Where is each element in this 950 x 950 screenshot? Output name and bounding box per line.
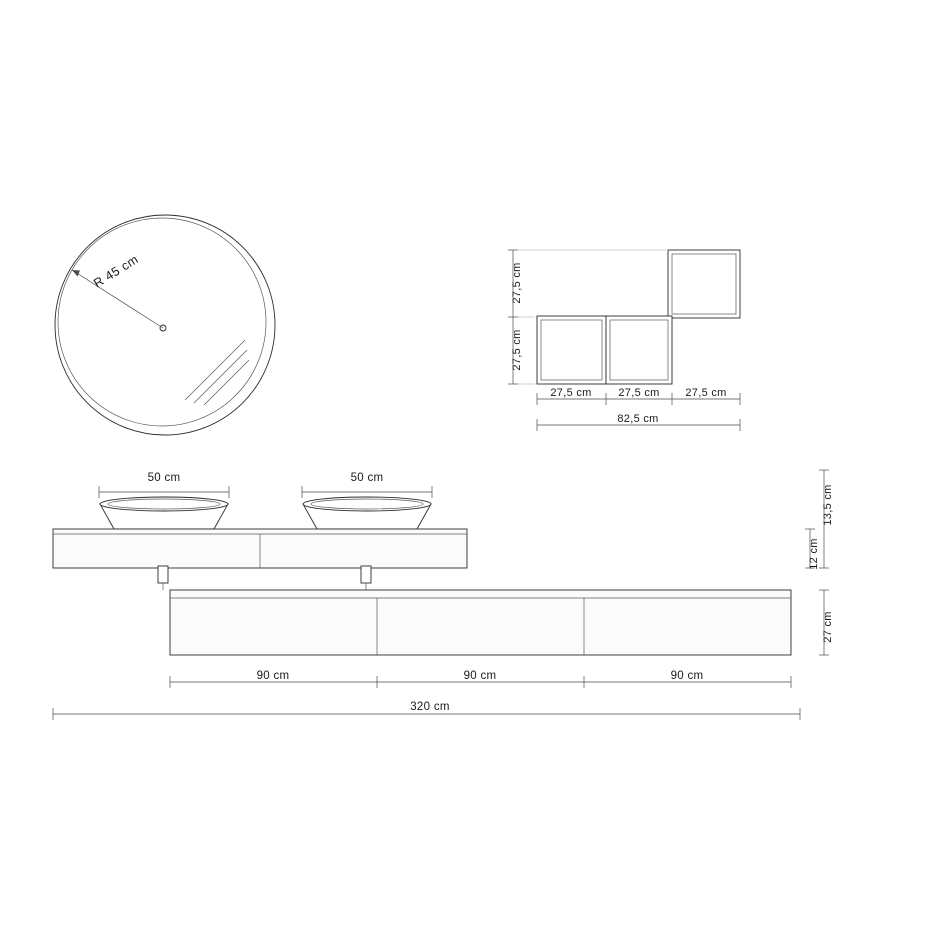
wall-units-vdim-label-top: 27,5 cm <box>511 262 523 304</box>
wall-units-hdim-label-2: 27,5 cm <box>618 387 660 399</box>
total-width-label: 320 cm <box>410 701 450 713</box>
countertop-group <box>53 529 467 590</box>
drawer-unit-group <box>170 590 791 655</box>
mirror-group <box>55 215 275 435</box>
basin-dimensions-group <box>99 472 432 498</box>
basin-right-width-label: 50 cm <box>350 472 384 484</box>
mirror-outer-circle <box>55 215 275 435</box>
wall-unit-module-3 <box>668 250 740 318</box>
wall-units-hdim-label-3: 27,5 cm <box>685 387 727 399</box>
basins-group <box>100 497 431 529</box>
drawer-unit-body <box>170 590 791 655</box>
basin-right-trap <box>361 566 371 583</box>
mirror-radius-label: R 45 cm <box>91 252 142 291</box>
width-dimensions-group <box>53 670 800 720</box>
module-width-label-3: 90 cm <box>670 670 704 682</box>
height-12-label: 12 cm <box>808 538 820 570</box>
module-width-label-1: 90 cm <box>256 670 290 682</box>
height-135-label: 13,5 cm <box>822 484 834 526</box>
wall-unit-module-1 <box>537 316 606 384</box>
basin-left-trap <box>158 566 168 583</box>
basin-left-width-label: 50 cm <box>147 472 181 484</box>
height-27-label: 27 cm <box>822 611 834 643</box>
module-width-label-2: 90 cm <box>463 670 497 682</box>
wall-units-group <box>508 250 740 431</box>
wall-unit-module-2 <box>606 316 672 384</box>
wall-units-vdim-label-bottom: 27,5 cm <box>511 329 523 371</box>
height-dimensions-group <box>805 470 834 655</box>
wall-units-hdim-label-1: 27,5 cm <box>550 387 592 399</box>
wall-units-total-label: 82,5 cm <box>617 413 659 425</box>
